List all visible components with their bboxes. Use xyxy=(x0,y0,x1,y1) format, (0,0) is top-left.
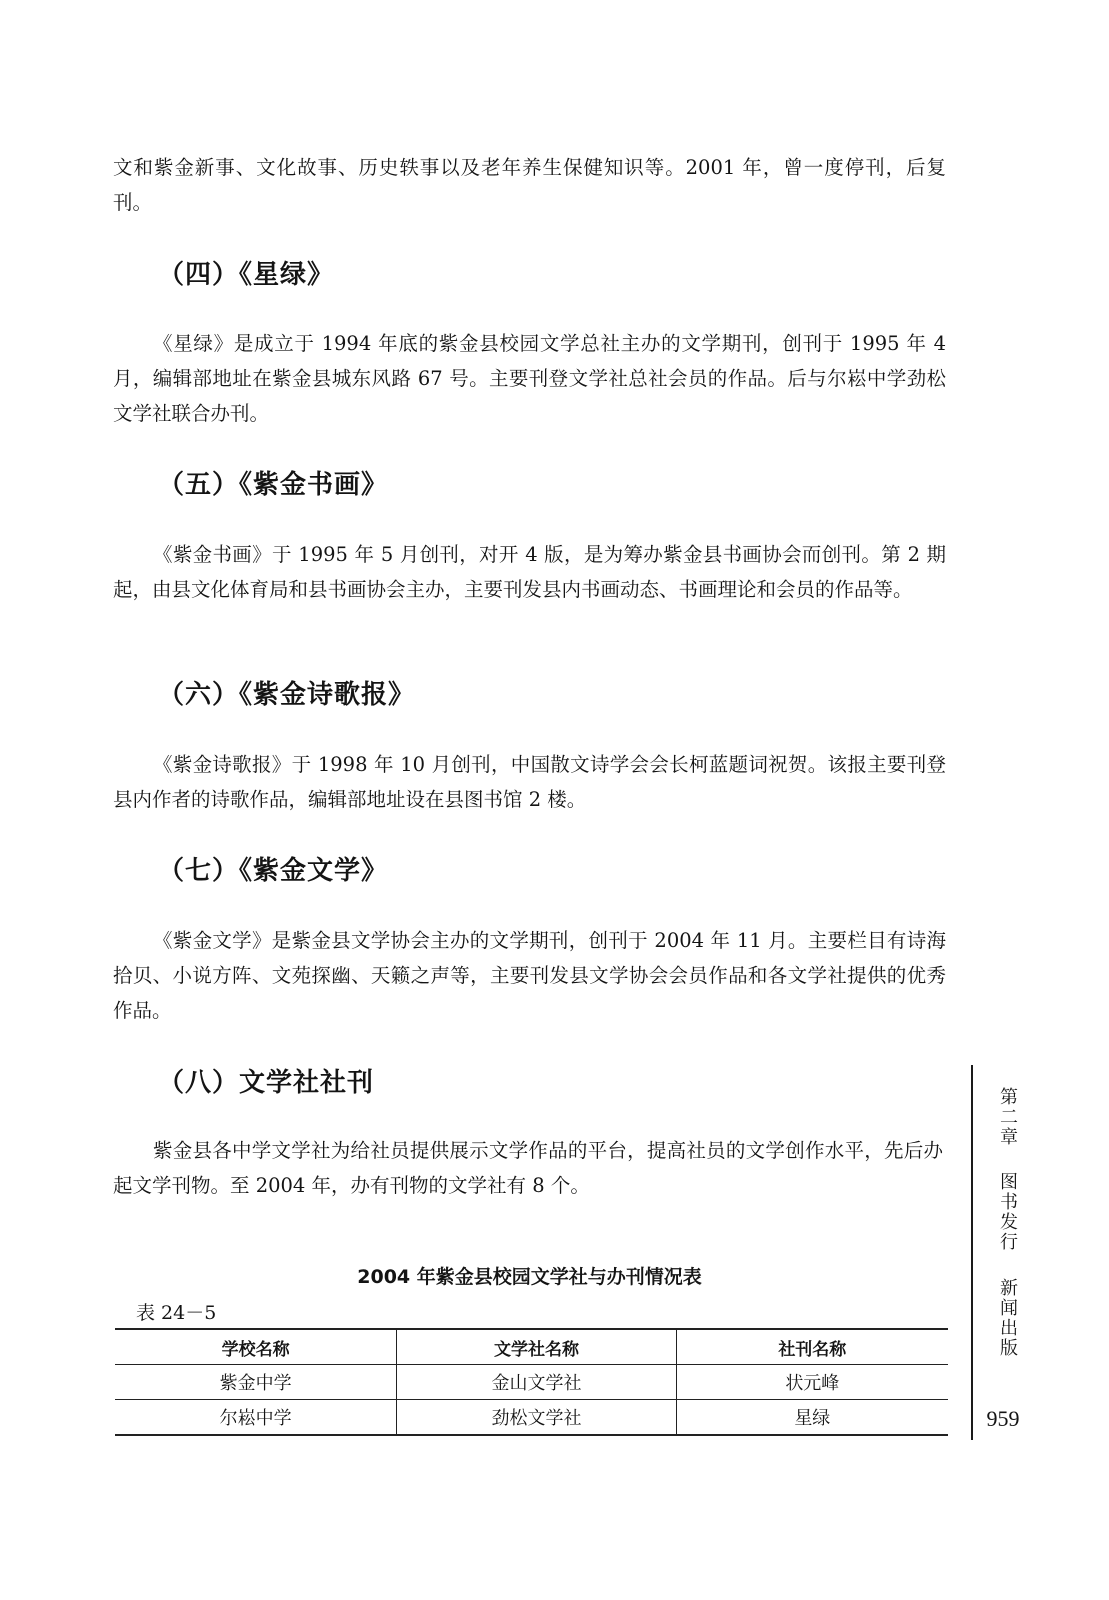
page-number: 959 xyxy=(986,1406,1020,1431)
table-cell: 紫金中学 xyxy=(219,1373,292,1394)
column-header-journal: 社刊名称 xyxy=(676,1329,948,1365)
margin-divider xyxy=(971,1065,973,1440)
paragraph-xinglv: 《星绿》是成立于 1994 年底的紫金县校园文学总社主办的文学期刊，创刊于 1995 年 4 月，编辑部地址在紫金县城东风路 67 号。主要刊登文学社总社会员的作品。后与尔崧中学劲松文学社联合办刊。 xyxy=(113,332,946,425)
table-number: 表 24－5 xyxy=(136,1302,217,1324)
table-title: 2004 年紫金县校园文学社与办刊情况表 xyxy=(357,1266,702,1288)
chapter-label: 第二章 xyxy=(997,1087,1018,1147)
heading-zijin-shuhua: （五）《紫金书画》 xyxy=(158,470,389,500)
literary-society-table xyxy=(115,1328,948,1436)
table-cell: 星绿 xyxy=(676,1400,948,1436)
table-row xyxy=(115,1400,948,1436)
table-cell: 劲松文学社 xyxy=(397,1400,676,1436)
heading-xinglv: （四）《星绿》 xyxy=(158,260,335,290)
heading-zijin-wenxue: （七）《紫金文学》 xyxy=(158,856,389,886)
table-cell: 金山文学社 xyxy=(397,1365,676,1400)
table-row xyxy=(115,1365,948,1400)
paragraph-zijin-shuhua: 《紫金书画》于 1995 年 5 月创刊，对开 4 版，是为筹办紫金县书画协会而创刊。第 2 期起，由县文化体育局和县书画协会主办，主要刊发县内书画动态、书画理论和会员的作品等。 xyxy=(113,543,946,601)
column-header-society: 文学社名称 xyxy=(397,1329,676,1365)
table-cell: 状元峰 xyxy=(676,1365,948,1400)
paragraph-wenxueshe: 紫金县各中学文学社为给社员提供展示文学作品的平台，提高社员的文学创作水平，先后办起文学刊物。至 2004 年，办有刊物的文学社有 8 个。 xyxy=(113,1139,943,1197)
table-cell: 尔崧中学 xyxy=(219,1408,292,1429)
heading-wenxueshe-shekan: （八）文学社社刊 xyxy=(158,1068,375,1098)
section-label-books: 图书发行 xyxy=(997,1172,1018,1252)
heading-zijin-shigebao: （六）《紫金诗歌报》 xyxy=(158,680,416,710)
column-header-school: 学校名称 xyxy=(221,1339,290,1360)
section-label-news: 新闻出版 xyxy=(997,1278,1018,1358)
paragraph-continuation: 文和紫金新事、文化故事、历史轶事以及老年养生保健知识等。2001 年，曾一度停刊，后复刊。 xyxy=(113,156,946,214)
table-header-row xyxy=(115,1329,948,1365)
paragraph-zijin-shigebao: 《紫金诗歌报》于 1998 年 10 月创刊，中国散文诗学会会长柯蓝题词祝贺。该报主要刊登县内作者的诗歌作品，编辑部地址设在县图书馆 2 楼。 xyxy=(113,753,946,811)
paragraph-zijin-wenxue: 《紫金文学》是紫金县文学协会主办的文学期刊，创刊于 2004 年 11 月。主要栏目有诗海拾贝、小说方阵、文苑探幽、天籁之声等，主要刊发县文学协会会员作品和各文学社提供的优秀作品。 xyxy=(113,929,946,1022)
